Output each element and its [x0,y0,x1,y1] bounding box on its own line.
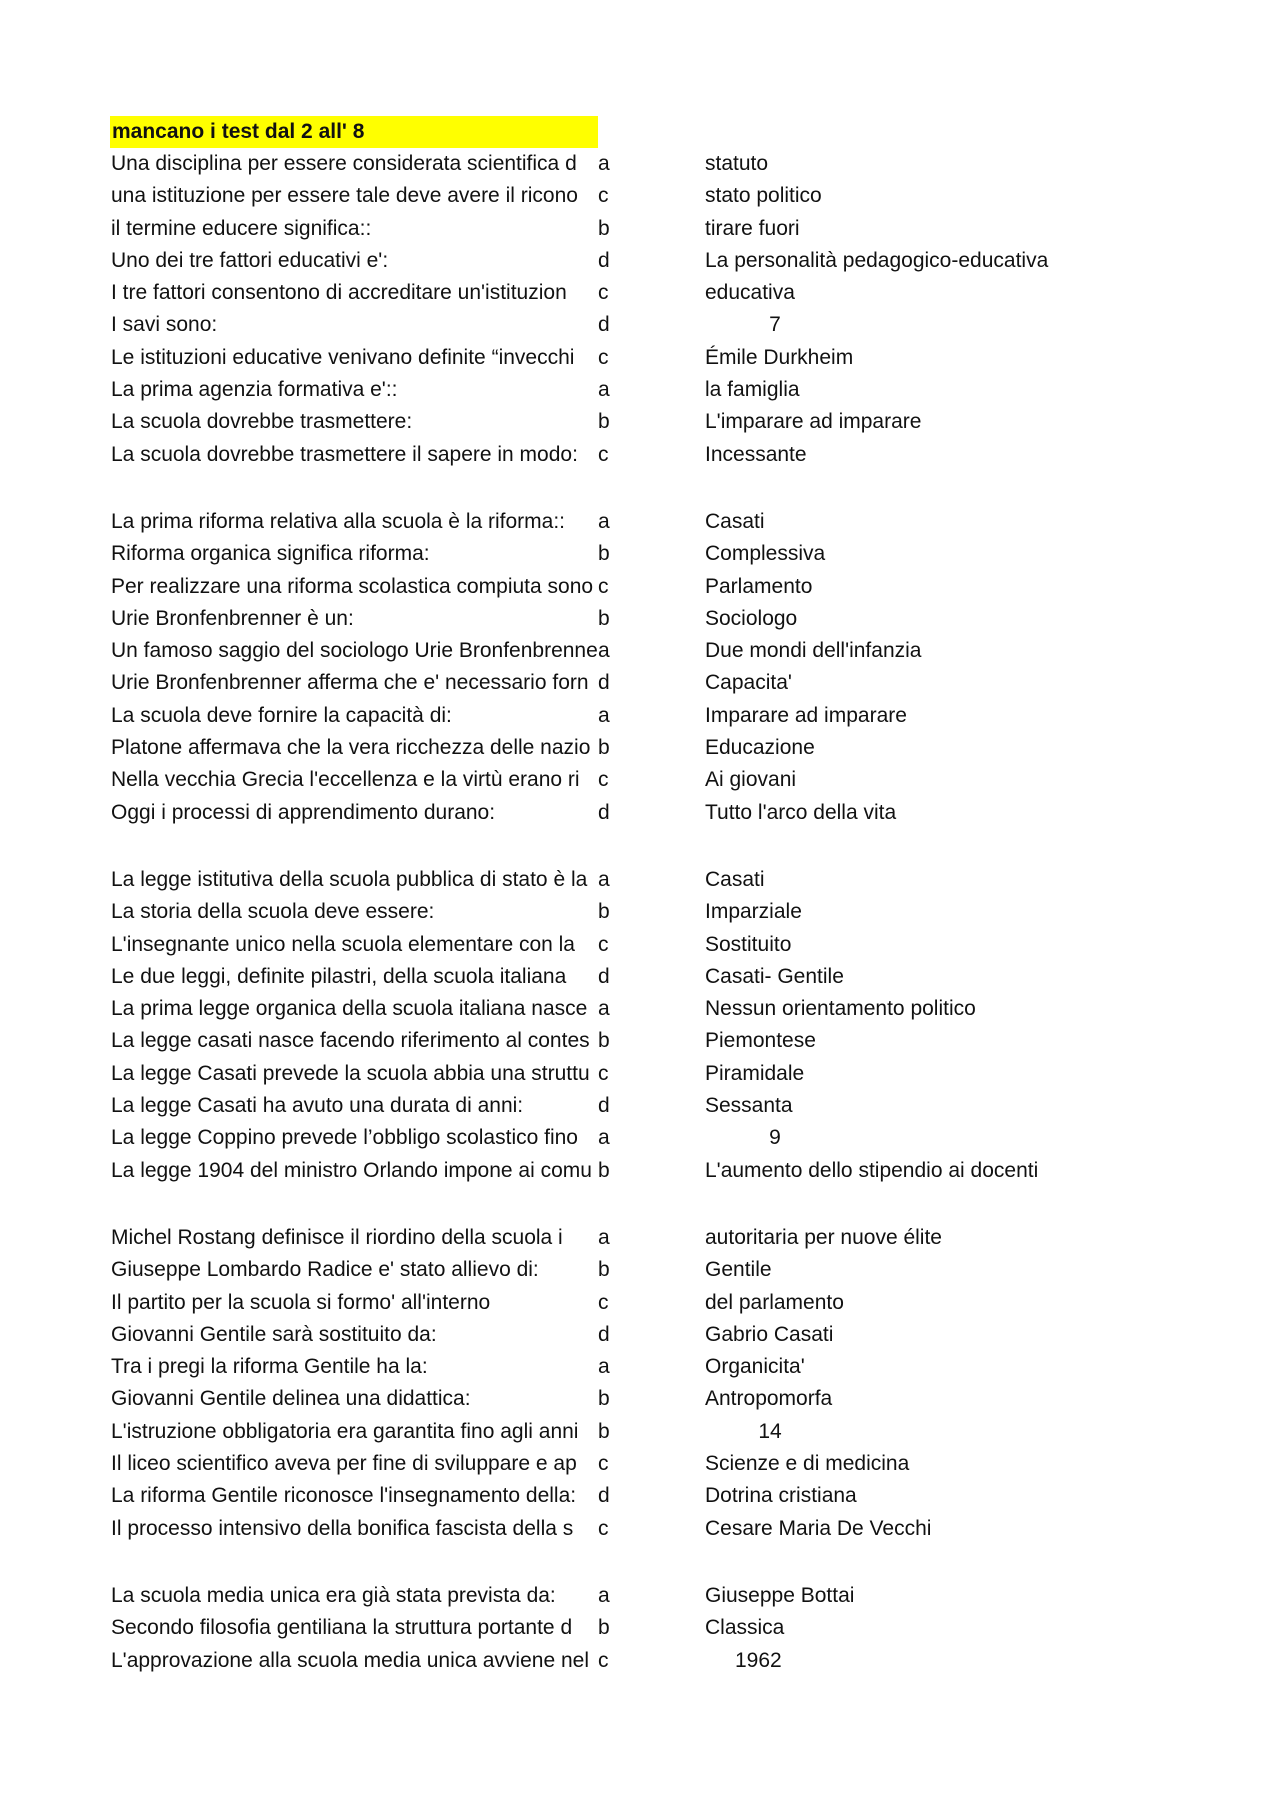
letter-cell: b [598,542,610,566]
question-cell: Le due leggi, definite pilastri, della scuola italiana [111,964,567,988]
table-row [0,1058,1280,1090]
table-row [0,864,1280,896]
answer-cell: Gentile [705,1258,772,1282]
table-row [0,374,1280,406]
question-cell: Il partito per la scuola si formo' all'interno [111,1290,491,1314]
question-cell: La legge 1904 del ministro Orlando impone ai comu [111,1158,592,1182]
answer-cell: Incessante [705,442,807,466]
question-cell: Una disciplina per essere considerata scientifica d [111,152,577,175]
table-row [0,993,1280,1025]
table-row [0,1416,1280,1448]
answer-cell: Casati [705,510,765,533]
letter-cell: b [598,736,610,760]
table-row [0,1287,1280,1319]
question-cell: Giovanni Gentile delinea una didattica: [111,1387,471,1411]
question-cell: La riforma Gentile riconosce l'insegnamento della: [111,1484,577,1508]
table-row [0,213,1280,245]
table-row [0,1090,1280,1122]
table-row [0,1383,1280,1415]
letter-cell: d [598,313,610,337]
letter-cell: c [598,768,609,792]
question-section [0,506,1280,829]
table-row [0,1254,1280,1286]
letter-cell: b [598,1029,610,1053]
answer-cell: Émile Durkheim [705,345,854,369]
question-cell: La legge istitutiva della scuola pubblica di stato è la [111,868,588,891]
question-cell: Il liceo scientifico aveva per fine di sviluppare e ap [111,1452,577,1476]
table-row [0,1222,1280,1254]
letter-cell: c [598,1648,609,1672]
table-row [0,1612,1280,1644]
answer-cell: Organicita' [705,1355,805,1379]
question-cell: La legge casati nasce facendo riferimento al contes [111,1029,590,1053]
letter-cell: b [598,1158,610,1182]
letter-cell: d [598,964,610,988]
question-cell: Michel Rostang definisce il riordino della scuola i [111,1226,563,1249]
question-cell: Tra i pregi la riforma Gentile ha la: [111,1355,428,1379]
answer-cell: 7 [769,313,781,337]
letter-cell: c [598,281,609,305]
table-row [0,1319,1280,1351]
answer-cell: Complessiva [705,542,826,566]
table-row [0,148,1280,180]
answer-cell: Due mondi dell'infanzia [705,639,922,663]
letter-cell: c [598,1290,609,1314]
answer-cell: Sessanta [705,1094,793,1118]
question-cell: Giovanni Gentile sarà sostituito da: [111,1322,437,1346]
table-row [0,1580,1280,1612]
table-row [0,635,1280,667]
letter-cell: a [598,997,610,1021]
answer-cell: Sostituito [705,932,792,956]
answer-cell: del parlamento [705,1290,844,1314]
letter-cell: b [598,216,610,240]
question-cell: La scuola deve fornire la capacità di: [111,703,452,727]
answer-cell: Piemontese [705,1029,816,1053]
letter-cell: a [598,378,610,402]
answer-cell: Classica [705,1616,785,1640]
answer-cell: Giuseppe Bottai [705,1584,855,1607]
table-row [0,961,1280,993]
question-cell: Giuseppe Lombardo Radice e' stato allievo di: [111,1258,539,1282]
answer-cell: Imparziale [705,900,802,924]
letter-cell: b [598,1419,610,1443]
answer-cell: Ai giovani [705,768,797,792]
answer-cell: L'imparare ad imparare [705,410,922,434]
table-row [0,1513,1280,1545]
question-cell: La scuola dovrebbe trasmettere il sapere in modo: [111,442,578,466]
letter-cell: c [598,442,609,466]
letter-cell: d [598,248,610,272]
letter-cell: b [598,900,610,924]
answer-cell: la famiglia [705,378,800,402]
answer-cell: Gabrio Casati [705,1322,834,1346]
letter-cell: c [598,1061,609,1085]
letter-cell: a [598,1226,610,1249]
question-cell: La prima agenzia formativa e':: [111,378,398,402]
question-cell: Urie Bronfenbrenner afferma che e' necessario forn [111,671,589,695]
answer-cell: Imparare ad imparare [705,703,907,727]
question-cell: il termine educere significa:: [111,216,372,240]
table-row [0,896,1280,928]
question-cell: L'insegnante unico nella scuola elementare con la [111,932,575,956]
answer-cell: 1962 [735,1648,782,1672]
answer-cell: Parlamento [705,574,813,598]
question-cell: La legge Coppino prevede l’obbligo scolastico fino [111,1126,578,1150]
table-row [0,1155,1280,1187]
question-cell: Urie Bronfenbrenner è un: [111,606,354,630]
table-row [0,309,1280,341]
question-cell: Per realizzare una riforma scolastica compiuta sono [111,574,594,598]
question-cell: La prima legge organica della scuola italiana nasce [111,997,588,1021]
answer-cell: 9 [769,1126,781,1150]
answer-cell: 14 [758,1419,782,1443]
table-row [0,603,1280,635]
question-cell: Il processo intensivo della bonifica fascista della s [111,1516,574,1540]
answer-cell: Antropomorfa [705,1387,833,1411]
question-cell: Un famoso saggio del sociologo Urie Bronfenbrenne [111,639,598,663]
answer-cell: Piramidale [705,1061,805,1085]
question-cell: I savi sono: [111,313,218,337]
letter-cell: a [598,1584,610,1607]
table-row [0,1025,1280,1057]
letter-cell: a [598,1355,610,1379]
answer-cell: L'aumento dello stipendio ai docenti [705,1158,1039,1182]
letter-cell: d [598,1484,610,1508]
letter-cell: a [598,152,610,175]
letter-cell: b [598,606,610,630]
table-row [0,538,1280,570]
table-row [0,439,1280,471]
table-row [0,1645,1280,1677]
question-cell: La scuola media unica era già stata prevista da: [111,1584,556,1607]
table-row [0,571,1280,603]
letter-cell: b [598,1258,610,1282]
letter-cell: a [598,703,610,727]
answer-cell: Casati [705,868,765,891]
question-cell: La scuola dovrebbe trasmettere: [111,410,413,434]
table-row [0,1448,1280,1480]
question-cell: Uno dei tre fattori educativi e': [111,248,389,272]
question-cell: L'istruzione obbligatoria era garantita fino agli anni [111,1419,579,1443]
letter-cell: c [598,1516,609,1540]
question-section [0,864,1280,1187]
question-cell: La prima riforma relativa alla scuola è la riforma:: [111,510,566,533]
answer-cell: tirare fuori [705,216,800,240]
highlighted-note-cell [110,116,598,148]
answer-cell: Tutto l'arco della vita [705,800,897,824]
letter-cell: b [598,410,610,434]
answer-cell: La personalità pedagogico-educativa [705,248,1049,272]
question-cell: Nella vecchia Grecia l'eccellenza e la virtù erano ri [111,768,580,792]
table-row [0,667,1280,699]
letter-cell: c [598,574,609,598]
letter-cell: c [598,1452,609,1476]
answer-cell: Scienze e di medicina [705,1452,910,1476]
answer-cell: Cesare Maria De Vecchi [705,1516,932,1540]
letter-cell: a [598,1126,610,1150]
question-cell: Oggi i processi di apprendimento durano: [111,800,496,824]
question-cell: una istituzione per essere tale deve avere il ricono [111,184,578,208]
table-row [0,732,1280,764]
table-row [0,180,1280,212]
question-cell: La storia della scuola deve essere: [111,900,435,924]
table-row [0,1480,1280,1512]
letter-cell: b [598,1616,610,1640]
table-row [0,342,1280,374]
table-row [0,797,1280,829]
table-row [0,406,1280,438]
letter-cell: c [598,932,609,956]
note-text: mancano i test dal 2 all' 8 [112,120,365,143]
question-cell: La legge Casati prevede la scuola abbia una struttu [111,1061,590,1085]
answer-cell: Sociologo [705,606,798,630]
question-section [0,1222,1280,1545]
letter-cell: a [598,868,610,891]
answer-cell: statuto [705,152,769,175]
letter-cell: c [598,184,609,208]
table-row [0,700,1280,732]
answer-cell: educativa [705,281,795,305]
question-cell: L'approvazione alla scuola media unica avviene nel [111,1648,589,1672]
question-cell: I tre fattori consentono di accreditare un'istituzion [111,281,567,305]
letter-cell: b [598,1387,610,1411]
table-row [0,1351,1280,1383]
question-section [0,1580,1280,1677]
answer-cell: Casati- Gentile [705,964,844,988]
table-row [0,245,1280,277]
answer-cell: autoritaria per nuove élite [705,1226,942,1249]
table-row [0,764,1280,796]
letter-cell: c [598,345,609,369]
question-cell: Platone affermava che la vera ricchezza delle nazio [111,736,591,760]
table-row [0,1122,1280,1154]
answer-cell: stato politico [705,184,822,208]
table-row [0,277,1280,309]
letter-cell: a [598,639,610,663]
table-row [0,506,1280,538]
question-cell: Secondo filosofia gentiliana la struttura portante d [111,1616,573,1640]
answer-cell: Dotrina cristiana [705,1484,857,1508]
letter-cell: d [598,1094,610,1118]
answer-cell: Capacita' [705,671,792,695]
table-row [0,929,1280,961]
answer-cell: Educazione [705,736,815,760]
question-section [0,148,1280,471]
question-cell: Riforma organica significa riforma: [111,542,430,566]
letter-cell: a [598,510,610,533]
answer-cell: Nessun orientamento politico [705,997,976,1021]
letter-cell: d [598,671,610,695]
letter-cell: d [598,1322,610,1346]
question-cell: La legge Casati ha avuto una durata di anni: [111,1094,524,1118]
letter-cell: d [598,800,610,824]
question-cell: Le istituzioni educative venivano definite “invecchi [111,345,575,369]
